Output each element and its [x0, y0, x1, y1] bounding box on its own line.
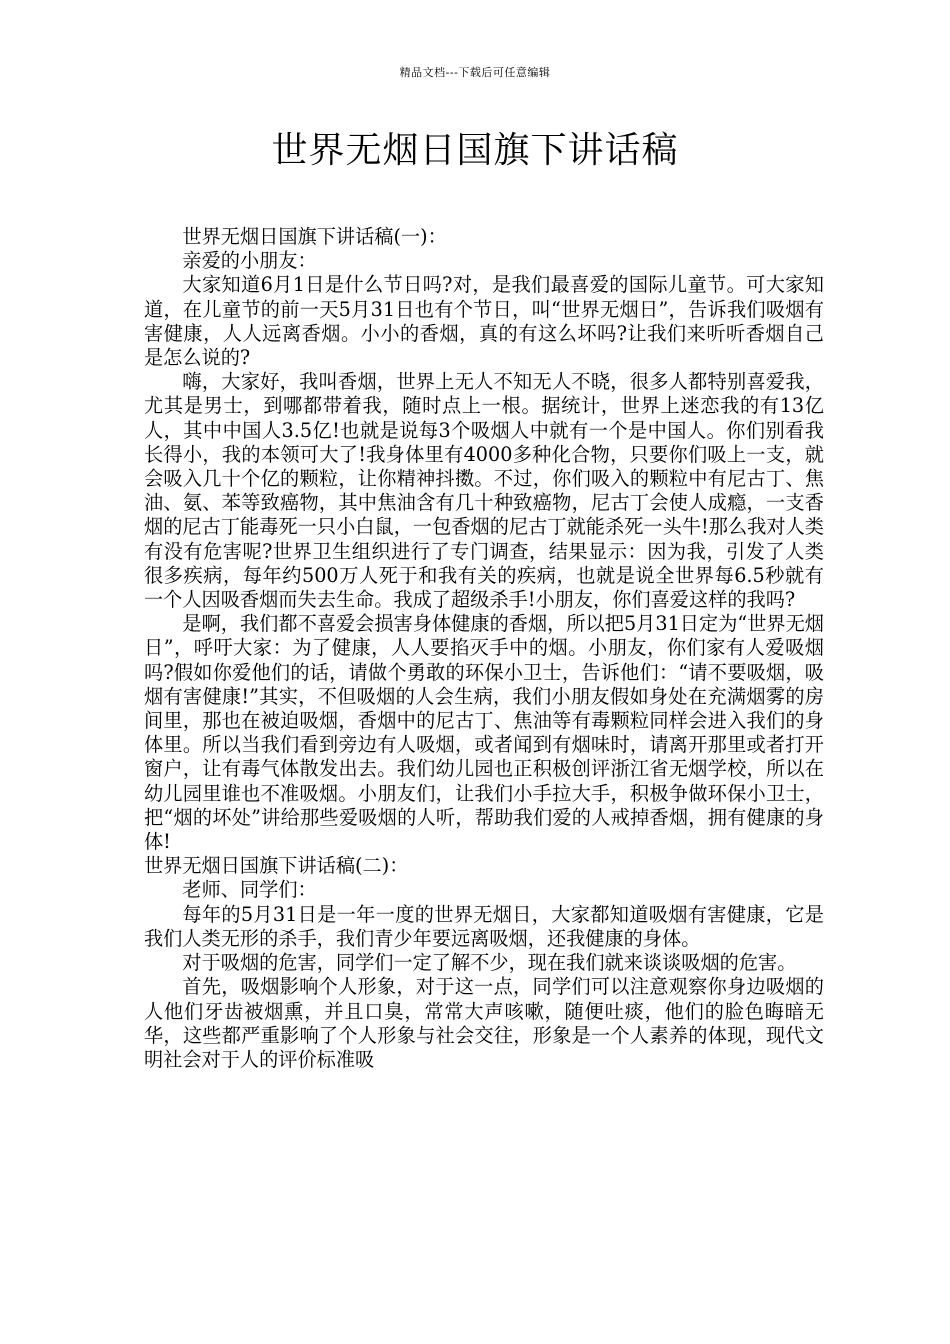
page-header: 精品文档---下载后可任意编辑 [399, 66, 551, 79]
paragraph: 是啊，我们都不喜爱会损害身体健康的香烟，所以把5月31日定为“世界无烟日”，呼吁大家：为了健康，人人要掐灭手中的烟。小朋友，你们家有人爱吸烟吗?假如你爱他们的话，请做个勇敢的环保小卫士，告诉他们：“请不要吸烟，吸烟有害健康!”其实，不但吸烟的人会生病，我们小朋友假如身处在充满烟雾的房间里，那也在被迫吸烟，香烟中的尼古丁、焦油等有毒颗粒同样会进入我们的身体里。所以当我们看到旁边有人吸烟，或者闻到有烟味时，请离开那里或者打开窗户，让有毒气体散发出去。我们幼儿园也正积极创评浙江省无烟学校，所以在幼儿园里谁也不准吸烟。小朋友们，让我们小手拉大手，积极争做环保小卫士，把“烟的坏处”讲给那些爱吸烟的人听，帮助我们爱的人戒掉香烟，拥有健康的身体! [144, 612, 824, 854]
section-heading-1: 世界无烟日国旗下讲话稿(一)： [182, 225, 447, 248]
paragraph: 对于吸烟的危害，同学们一定了解不少，现在我们就来谈谈吸烟的危害。 [182, 951, 797, 975]
document-body [144, 225, 824, 1072]
document-title: 世界无烟日国旗下讲话稿 [271, 130, 679, 171]
salutation-2: 老师、同学们： [182, 878, 317, 902]
paragraph: 首先，吸烟影响个人形象，对于这一点，同学们可以注意观察你身边吸烟的人他们牙齿被烟熏，并且口臭，常常大声咳嗽，随便吐痰，他们的脸色晦暗无华，这些都严重影响了个人形象与社会交往，形象是一个人素养的体现，现代文明社会对于人的评价标准吸 [144, 975, 824, 1071]
paragraph: 嗨，大家好，我叫香烟，世界上无人不知无人不晓，很多人都特别喜爱我，尤其是男士，到哪都带着我，随时点上一根。据统计，世界上迷恋我的有13亿人，其中中国人3.5亿!也就是说每3个吸烟人中就有一个是中国人。你们别看我长得小，我的本领可大了!我身体里有4000多种化合物，只要你们吸上一支，就会吸入几十个亿的颗粒，让你精神抖擞。不过，你们吸入的颗粒中有尼古丁、焦油、氨、苯等致癌物，其中焦油含有几十种致癌物，尼古丁会使人成瘾，一支香烟的尼古丁能毒死一只小白鼠，一包香烟的尼古丁就能杀死一头牛!那么我对人类有没有危害呢?世界卫生组织进行了专门调查，结果显示：因为我，引发了人类很多疾病，每年约500万人死于和我有关的疾病，也就是说全世界每6.5秒就有一个人因吸香烟而失去生命。我成了超级杀手!小朋友，你们喜爱这样的我吗? [144, 370, 824, 612]
paragraph: 每年的5月31日是一年一度的世界无烟日，大家都知道吸烟有害健康，它是我们人类无形的杀手，我们青少年要远离吸烟，还我健康的身体。 [144, 902, 824, 950]
salutation-1: 亲爱的小朋友： [182, 249, 317, 273]
paragraph: 大家知道6月1日是什么节日吗?对，是我们最喜爱的国际儿童节。可大家知道，在儿童节的前一天5月31日也有个节日，叫“世界无烟日”，告诉我们吸烟有害健康，人人远离香烟。小小的香烟，真的有这么坏吗?让我们来听听香烟自己是怎么说的? [144, 273, 824, 370]
section-heading-2: 世界无烟日国旗下讲话稿(二)： [144, 854, 409, 878]
